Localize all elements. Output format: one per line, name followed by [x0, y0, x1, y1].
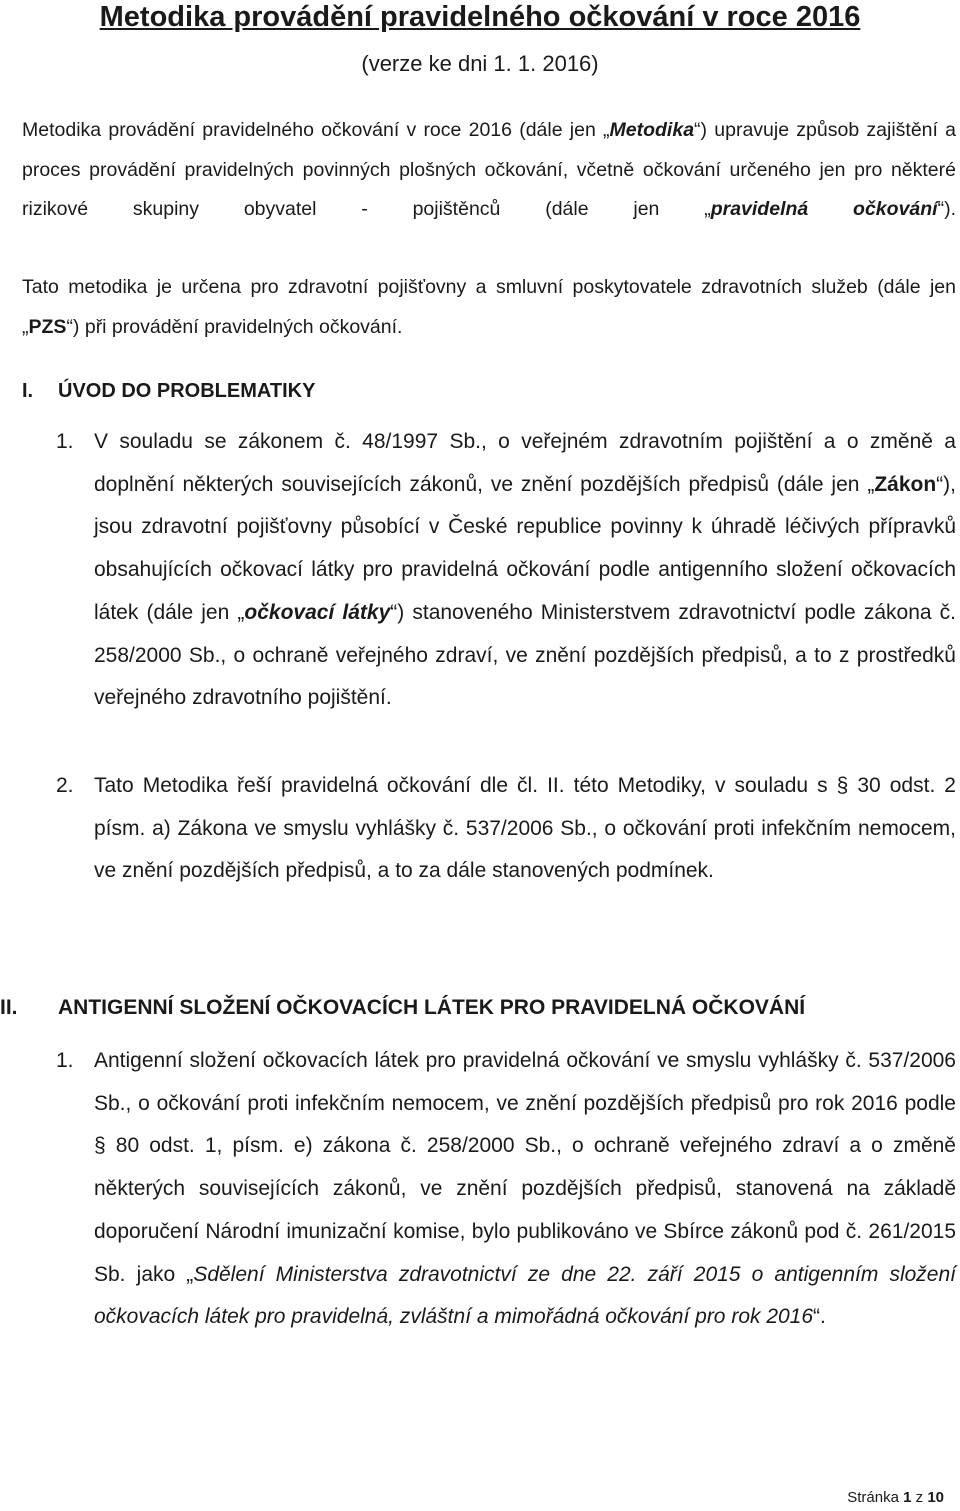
- item-number: 2.: [56, 774, 74, 797]
- section-1-number: I.: [22, 380, 34, 402]
- section-2-title: ANTIGENNÍ SLOŽENÍ OČKOVACÍCH LÁTEK PRO PRAVIDELNÁ OČKOVÁNÍ: [58, 996, 806, 1019]
- section-1-title: ÚVOD DO PROBLEMATIKY: [58, 380, 316, 402]
- item-text: Tato Metodika řeší pravidelná očkování dle čl. II. této Metodiky, v souladu s § 30 odst. 2 písm. a) Zákona ve smyslu vyhlášky č. 537/2006 Sb., o očkování proti infekčním nemocem, ve znění pozdějších předpisů, a to za dále stanovených podmínek.: [94, 774, 956, 883]
- footer-page-number: 1: [903, 1489, 912, 1506]
- item-number: 1.: [56, 1049, 74, 1072]
- item-text: V souladu se zákonem č. 48/1997 Sb., o veřejném zdravotním pojištění a o změně a doplnění některých souvisejících zákonů, ve znění pozdějších předpisů (dále jen „Zákon“), jsou zdravotní pojišťovny působící v České republice povinny k úhradě léčivých přípravků obsahujících očkovací látky pro pravidelná očkování podle antigenního složení očkovacích látek (dále jen „očkovací látky“) stanoveného Ministerstvem zdravotnictví podle zákona č. 258/2000 Sb., o ochraně veřejného zdraví, ve znění pozdějších předpisů, a to z prostředků veřejného zdravotního pojištění.: [94, 430, 956, 710]
- page-title: Metodika provádění pravidelného očkování v roce 2016: [99, 1, 861, 33]
- section-1-item-1: [56, 421, 956, 720]
- intro-paragraph-1: Metodika provádění pravidelného očkování v roce 2016 (dále jen „Metodika“) upravuje způsob zajištění a proces provádění pravidelných povinných plošných očkování, včetně očkování určeného jen pro některé rizikové skupiny obyvatel - pojištěnců (dále jen „pravidelná očkování“).: [22, 119, 956, 220]
- page-footer: [847, 1488, 944, 1508]
- item-number: 1.: [56, 430, 74, 453]
- section-2-number: II.: [0, 996, 18, 1019]
- section-1-item-2: [56, 765, 956, 893]
- footer-label: Stránka: [847, 1489, 899, 1506]
- intro-paragraph-2: Tato metodika je určena pro zdravotní pojišťovny a smluvní poskytovatele zdravotních služeb (dále jen „PZS“) při provádění pravidelných očkování.: [22, 276, 956, 338]
- footer-separator: z: [915, 1489, 924, 1506]
- item-text: Antigenní složení očkovacích látek pro pravidelná očkování ve smyslu vyhlášky č. 537/2006 Sb., o očkování proti infekčním nemocem, ve znění pozdějších předpisů pro rok 2016 podle § 80 odst. 1, písm. e) zákona č. 258/2000 Sb., o ochraně veřejného zdraví a o změně některých souvisejících zákonů, ve znění pozdějších předpisů, stanovená na základě doporučení Národní imunizační komise, bylo publikováno ve Sbírce zákonů pod č. 261/2015 Sb. jako „Sdělení Ministerstva zdravotnictví ze dne 22. září 2015 o antigenním složení očkovacích látek pro pravidelná, zvláštní a mimořádná očkování pro rok 2016“.: [94, 1049, 956, 1329]
- footer-page-total: 10: [927, 1489, 944, 1506]
- section-2-item-1: [56, 1040, 956, 1339]
- version-line: (verze ke dni 1. 1. 2016): [361, 51, 599, 76]
